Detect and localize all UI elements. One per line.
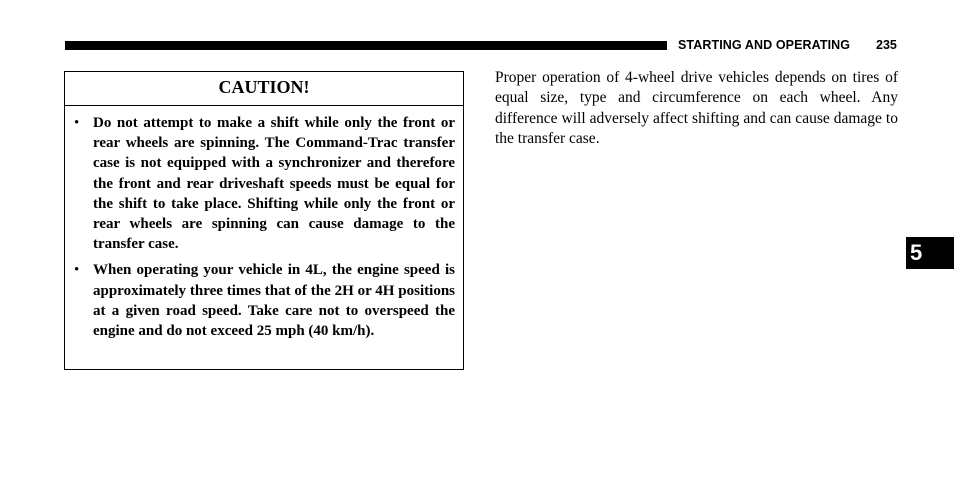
caution-list [65, 106, 463, 341]
caution-title: CAUTION! [65, 72, 463, 106]
body-paragraph: Proper operation of 4-wheel drive vehicles depends on tires of equal size, type and circumference on each wheel. Any difference will adversely affect shifting and can cause damage to the transfer case. [495, 69, 898, 148]
caution-item-text: When operating your vehicle in 4L, the engine speed is approximately three times that of the 2H or 4H positions at a given road speed. Take care not to overspeed the engine and do not exceed 25 mph (40 km/h). [93, 262, 455, 340]
page-number: 235 [876, 38, 897, 52]
caution-item [74, 260, 455, 341]
section-tab: 5 [906, 237, 954, 269]
caution-item-text: Do not attempt to make a shift while only the front or rear wheels are spinning. The Command-Trac transfer case is not equipped with a synchronizer and therefore the front and rear driveshaft speeds must be equal for the shift to take place. Shifting while only the front or rear wheels are spinning can cause damage to the transfer case. [93, 115, 455, 253]
caution-box [64, 71, 464, 370]
caution-item [74, 113, 455, 254]
bullet-icon: • [74, 262, 80, 279]
bullet-icon: • [74, 115, 80, 131]
header-rule [65, 41, 667, 50]
section-title: STARTING AND OPERATING [678, 38, 851, 52]
